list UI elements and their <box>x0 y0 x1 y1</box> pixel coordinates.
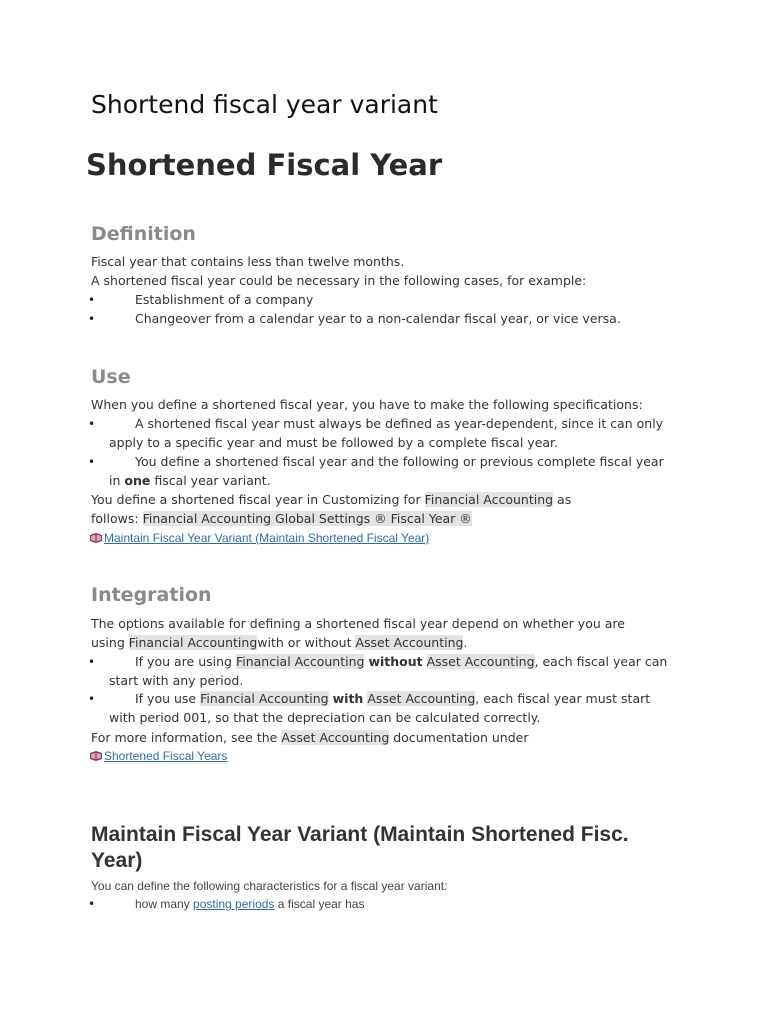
use-customizing-line: You define a shortened fiscal year in Customizing for Financial Accounting as <box>91 492 572 507</box>
book-icon <box>89 750 103 761</box>
bullet-marker: • <box>88 417 96 431</box>
bullet-marker: • <box>88 455 96 469</box>
definition-line-1: Fiscal year that contains less than twelve months. <box>91 254 405 269</box>
integration-line-2: using Financial Accountingwith or without Asset Accounting. <box>91 635 468 650</box>
use-intro: When you define a shortened fiscal year, you have to make the following specifications: <box>91 397 643 412</box>
bullet-marker: • <box>88 312 96 326</box>
use-link-line[interactable] <box>89 529 429 547</box>
use-follows-line: follows: Financial Accounting Global Settings ® Fiscal Year ® <box>91 511 472 526</box>
maintain-shortened-fiscal-year-link[interactable]: Maintain Fiscal Year Variant (Maintain Shortened Fiscal Year) <box>104 531 430 545</box>
document-title: Shortend fiscal year variant <box>91 90 438 119</box>
bullet-marker: • <box>88 897 96 911</box>
integration-heading: Integration <box>91 584 212 606</box>
posting-periods-link[interactable]: posting periods <box>193 897 275 911</box>
shortened-fiscal-years-link[interactable]: Shortened Fiscal Years <box>104 749 228 763</box>
integration-bullet-1-line-2: start with any period. <box>109 673 244 688</box>
use-bullet-2-line-2: in one fiscal year variant. <box>109 473 271 488</box>
integration-link-line[interactable] <box>89 747 227 765</box>
bullet-marker: • <box>88 692 96 706</box>
definition-bullet-1: Establishment of a company <box>135 292 314 307</box>
integration-more-info: For more information, see the Asset Accounting documentation under <box>91 730 529 745</box>
maintain-bullet-1: how many posting periods a fiscal year has <box>135 897 365 911</box>
page-title: Shortened Fiscal Year <box>86 148 443 182</box>
integration-line-1: The options available for defining a shortened fiscal year depend on whether you are <box>91 616 625 631</box>
book-icon <box>89 532 103 543</box>
maintain-heading: Maintain Fiscal Year Variant (Maintain Shortened Fisc. Year) <box>91 823 629 872</box>
definition-line-2: A shortened fiscal year could be necessary in the following cases, for example: <box>91 273 587 288</box>
bullet-marker: • <box>88 293 96 307</box>
use-bullet-1-line-2: apply to a specific year and must be followed by a complete fiscal year. <box>109 435 559 450</box>
maintain-intro: You can define the following characteristics for a fiscal year variant: <box>91 879 448 893</box>
use-bullet-2-line-1: You define a shortened fiscal year and the following or previous complete fiscal year <box>135 454 664 469</box>
definition-bullet-2: Changeover from a calendar year to a non-calendar fiscal year, or vice versa. <box>135 311 621 326</box>
use-bullet-1-line-1: A shortened fiscal year must always be defined as year-dependent, since it can only <box>135 416 664 431</box>
glossary-term: Financial Accounting <box>424 492 554 507</box>
integration-bullet-2-line-2: with period 001, so that the depreciation can be calculated correctly. <box>109 710 541 725</box>
use-heading: Use <box>91 366 131 388</box>
menu-path: Financial Accounting Global Settings ® Fiscal Year ® <box>142 511 472 526</box>
integration-bullet-1-line-1: If you are using Financial Accounting without Asset Accounting, each fiscal year can <box>135 654 668 669</box>
definition-heading: Definition <box>91 223 196 245</box>
integration-bullet-2-line-1: If you use Financial Accounting with Asset Accounting, each fiscal year must start <box>135 691 651 706</box>
bullet-marker: • <box>88 655 96 669</box>
